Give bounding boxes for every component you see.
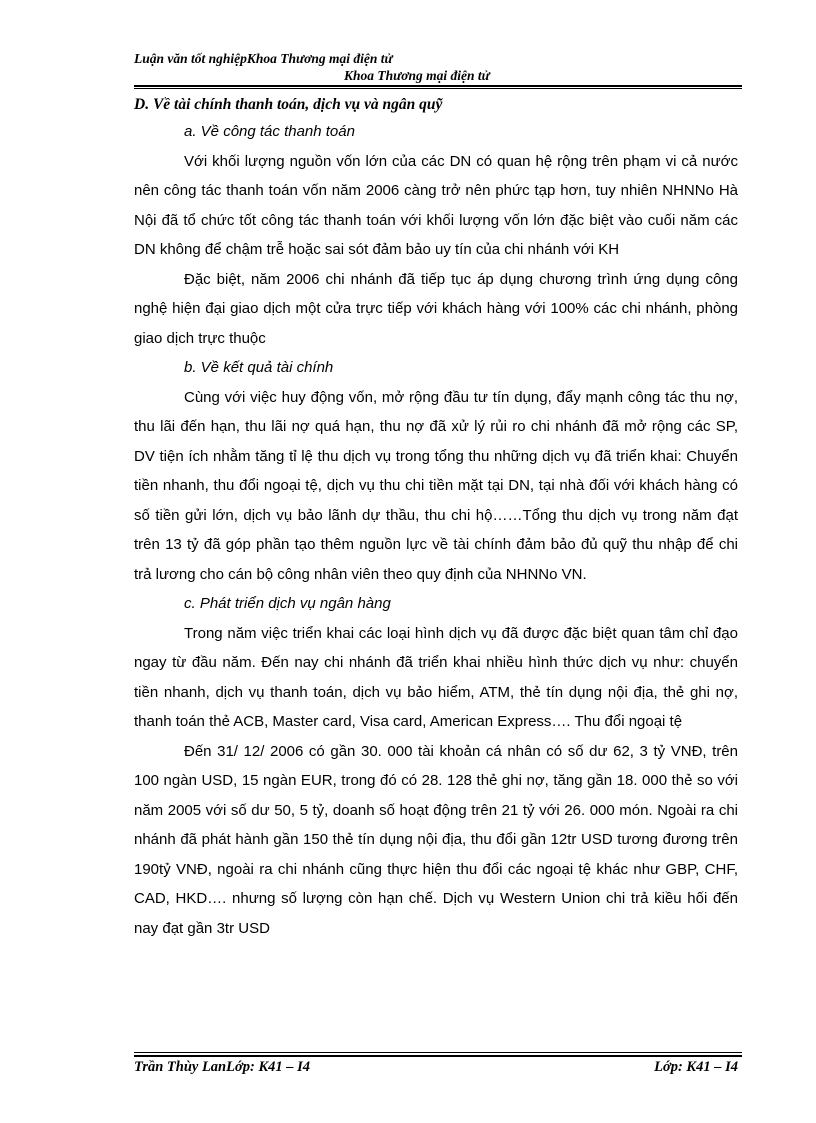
subheading-c: c. Phát triển dịch vụ ngân hàng [184,595,391,612]
paragraph-one-stop-service: Đặc biệt, năm 2006 chi nhánh đã tiếp tục áp dụng chương trình ứng dụng công nghệ hiện đại giao dịch một cửa trực tiếp với khách hàng với 100% các chi nhánh, phòng giao dịch trực thuộc [134,270,738,347]
footer-author: Trần Thùy LanLớp: K41 – I4 [134,1059,311,1075]
paragraph-financial-results: Cùng với việc huy động vốn, mở rộng đầu tư tín dụng, đẩy mạnh công tác thu nợ, thu lãi đến hạn, thu lãi nợ quá hạn, thu nợ đã xử lý rủi ro chi nhánh đã mở rộng các SP, DV tiện ích nhằm tăng tỉ lệ thu dịch vụ trong tổng thu những dịch vụ đã triển khai: Chuyển tiền nhanh, thu đổi ngoại tệ, dịch vụ thu chi tiền mặt tại DN, tại nhà đối với khách hàng có số tiền gửi lớn, dịch vụ bảo lãnh dự thầu, thu chi hộ……Tổng thu dịch vụ trong năm đạt trên 13 tỷ đã góp phần tạo thêm nguồn lực về tài chính đảm bảo đủ quỹ thu nhập để chi trả lương cho cán bộ công nhân viên theo quy định của NHNNo VN. [134,388,738,583]
paragraph-service-development: Trong năm việc triển khai các loại hình dịch vụ đã được đặc biệt quan tâm chỉ đạo ngay từ đầu năm. Đến nay chi nhánh đã triển khai nhiều hình thức dịch vụ như: chuyển tiền nhanh, dịch vụ thanh toán, dịch vụ bảo hiểm, ATM, thẻ tín dụng nội địa, thẻ ghi nợ, thanh toán thẻ ACB, Master card, Visa card, American Express…. Thu đổi ngoại tệ [134,624,738,730]
paragraph-payment-work: Với khối lượng nguồn vốn lớn của các DN có quan hệ rộng trên phạm vi cả nước nên công tác thanh toán vốn năm 2006 càng trở nên phức tạp hơn, tuy nhiên NHNNo Hà Nội đã tổ chức tốt công tác thanh toán với khối lượng vốn lớn đặc biệt vào cuối năm các DN không để chậm trễ hoặc sai sót đảm bảo uy tín của chi nhánh với KH [134,152,738,258]
footer-rule-thin [134,1052,742,1053]
header-rule-thick [134,85,742,87]
subheading-a: a. Về công tác thanh toán [184,123,355,140]
header-rule-thin [134,88,742,89]
running-header-line2: Khoa Thương mại điện tử [344,68,490,83]
document-body [134,117,738,943]
paragraph-account-statistics: Đến 31/ 12/ 2006 có gần 30. 000 tài khoản cá nhân có số dư 62, 3 tỷ VNĐ, trên 100 ngàn USD, 15 ngàn EUR, trong đó có 28. 128 thẻ ghi nợ, tăng gần 18. 000 thẻ so với năm 2005 với số dư 50, 5 tỷ, doanh số hoạt động trên 21 tỷ với 26. 000 món. Ngoài ra chi nhánh đã phát hành gần 150 thẻ tín dụng nội địa, thu đổi gần 12tr USD tương đương trên 190tỷ VNĐ, ngoài ra chi nhánh cũng thực hiện thu đổi các ngoại tệ khác như GBP, CHF, CAD, HKD…. nhưng số lượng còn hạn chế. Dịch vụ Western Union chi trả kiều hối đến nay đạt gần 3tr USD [134,742,738,937]
running-header-line1: Luận văn tốt nghiệpKhoa Thương mại điện tử [134,51,393,66]
subheading-b: b. Về kết quả tài chính [184,359,334,376]
section-title: D. Về tài chính thanh toán, dịch vụ và ngân quỹ [134,96,443,113]
footer-rule-thick [134,1055,742,1057]
footer-class: Lớp: K41 – I4 [654,1059,738,1075]
